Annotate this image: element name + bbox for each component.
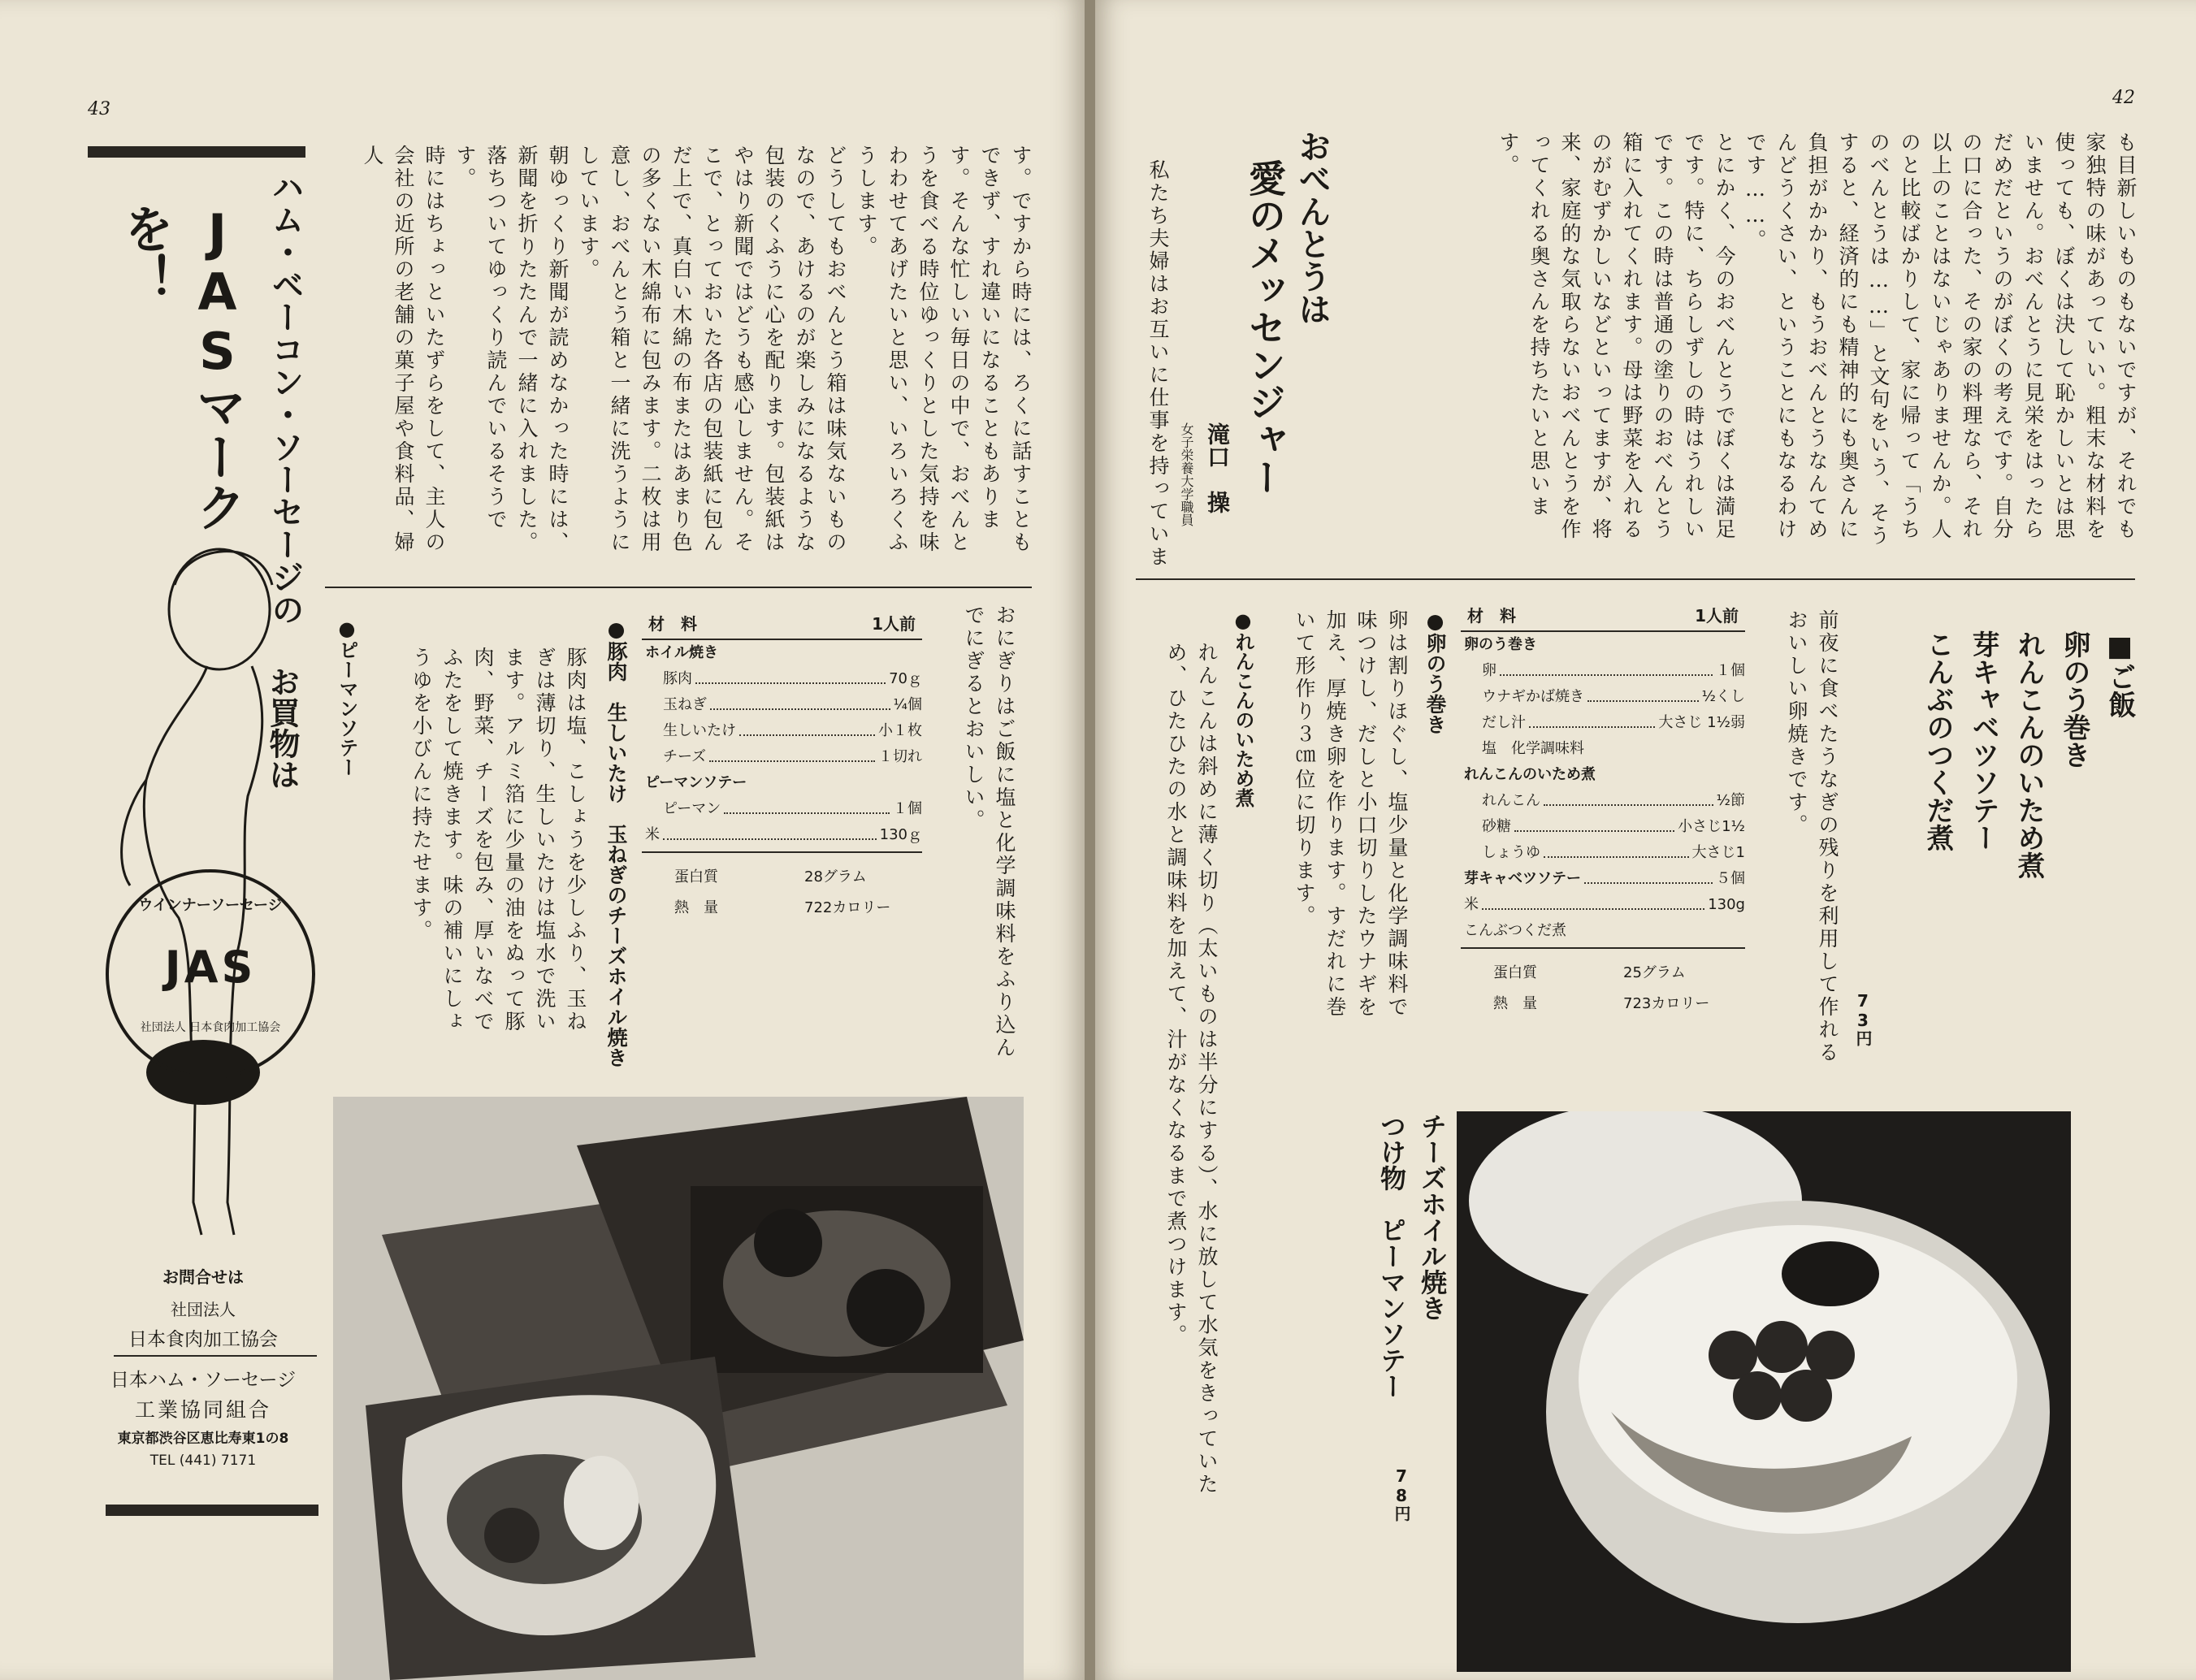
table-row: 米 130ｇ: [642, 822, 922, 848]
table-note: こんぶつくだ煮: [1464, 922, 1566, 939]
ad-headline: ハム・ベーコン・ソーセージの: [266, 171, 304, 626]
menu-item: れんこんのいため煮: [2012, 630, 2045, 879]
ad-bottom-bar: [106, 1505, 318, 1516]
ingredients-table: [642, 611, 922, 921]
nutrition-row: 熱 量 722カロリー: [674, 899, 891, 916]
method-title: ●ピーマンソテー: [336, 617, 358, 777]
ad-org2b: 工業協同組合: [134, 1398, 271, 1422]
method-title: ●れんこんのいため煮: [1232, 609, 1254, 808]
table-section: ホイル焼き: [645, 644, 718, 661]
article-intro: 私たち夫婦はお互いに仕事を持っていま: [1146, 159, 1170, 569]
page-number: 42: [2112, 88, 2135, 108]
left-page: [0, 0, 1085, 1680]
table-row: れんこん ½節: [1461, 788, 1745, 814]
menu-price: 78円: [1392, 1466, 1411, 1522]
article-title-line2: 愛のメッセンジャー: [1243, 159, 1287, 496]
table-row: 米 130g: [1461, 892, 1745, 918]
article-text: [1496, 132, 2141, 554]
seal-jas-mark: JAS: [164, 942, 257, 993]
gutter: [1085, 0, 1095, 1680]
bento-box-image: [333, 1097, 1024, 1680]
paragraph: 時にはちょっといたずらをして、主人の会社の近所の老舗の菓子屋や食料品、婦人: [361, 145, 446, 554]
menu-item: つけ物 ピーマンソテー: [1376, 1113, 1407, 1399]
table-row: 玉ねぎ ¼個: [642, 692, 922, 718]
table-note: 塩 化学調味料: [1482, 740, 1584, 757]
method-text: 卵は割りほぐし、塩少量と化学調味料で味つけし、だしと小口切りしたウナギを加え、厚焼き卵を作ります。すだれに巻いて形作り３㎝位に切ります。: [1293, 609, 1409, 1019]
ad-org1-prefix: 社団法人: [171, 1300, 236, 1319]
ad-divider: [114, 1355, 317, 1357]
table-section: れんこんのいため煮: [1464, 766, 1596, 783]
author-name: 滝口 操: [1204, 422, 1231, 513]
author-affiliation: 女子栄養大学職員: [1179, 422, 1194, 526]
menu-note: 前夜に食べたうなぎの残りを利用して作れるおいしい卵焼きです。: [1785, 609, 1839, 1064]
menu-price: 73円: [1853, 991, 1873, 1046]
menu-item: 卵のう巻き: [2058, 630, 2090, 769]
bento-photo: [333, 1097, 1024, 1680]
table-header: 材 料 1人前: [1461, 603, 1745, 632]
menu-item: ■ご飯: [2103, 630, 2136, 718]
method-title: ●卵のう巻き: [1423, 609, 1447, 734]
ad-org2a: 日本ハム・ソーセージ: [110, 1370, 297, 1391]
ingredients-table: [1461, 603, 1745, 1017]
rice-bowl-image: [1457, 1111, 2071, 1672]
paragraph: す。ですから時には、ろくに話すこともできず、すれ違いになることもあります。そんな忙しい毎日の中で、おべんとうを食べる時位ゆっくりとした気持を味わわせてあげたいと思い、いろいろくふうします。: [855, 145, 1033, 554]
table-section: ピーマンソテー: [645, 774, 747, 791]
rice-bowl-photo: [1457, 1111, 2071, 1672]
article-text: [361, 145, 1036, 567]
ad-address: 東京都渋谷区恵比寿東1の8: [117, 1431, 289, 1447]
menu-item: こんぶのつくだ煮: [1921, 630, 1954, 851]
method-text: 豚肉は塩、こしょうを少しふり、玉ねぎは薄切り、生しいたけは塩水で洗います。アルミ箔に少量の油をぬって豚肉、野菜、チーズを包み、厚いなべでふたをして焼きます。味の補いにしょうゆを小びんに持たせます。: [409, 647, 587, 1033]
nutrition-row: 蛋白質 25グラム: [1493, 964, 1686, 981]
ad-headline-tail: お買物は: [264, 666, 300, 790]
table-row: しょうゆ 大さじ1: [1461, 840, 1745, 866]
paragraph: どうしてもおべんとう箱は味気ないものなので、あけるのが楽しみになるような包装のくふうに心を配ります。包装紙はやはり新聞ではどうも感心しません。そこで、とっておいた各店の包装紙に包んだ上で、真白い木綿の布またはあまり色の多くない木綿布に包みます。二枚は用意し、おべんとう箱と一緒に洗うようにしています。: [577, 145, 847, 554]
table-row: 豚肉 70ｇ: [642, 666, 922, 692]
table-header: 材 料 1人前: [642, 611, 922, 640]
article-title-line1: おべんとうは: [1293, 130, 1331, 325]
menu-item: 芽キャベツソテー: [1967, 630, 1999, 851]
ad-contact-title: お問合せは: [162, 1267, 244, 1287]
seal-top-text: ウインナーソーセージ: [138, 897, 283, 914]
ad-org1: 日本食肉加工協会: [128, 1329, 278, 1350]
menu-item: チーズホイル焼き: [1417, 1113, 1448, 1321]
menu-list: [1899, 630, 2142, 1085]
table-row: だし汁 大さじ 1½弱: [1461, 710, 1745, 736]
table-row: 卵 １個: [1461, 658, 1745, 684]
table-row: 生しいたけ 小１枚: [642, 718, 922, 744]
page-number: 43: [88, 99, 110, 119]
table-section: 卵のう巻き: [1464, 636, 1537, 653]
method-text: れんこんは斜めに薄く切り（太いものは半分にする）、水に放して水気をきっていため、ひたひたの水と調味料を加えて、汁がなくなるまで煮つけます。: [1164, 642, 1219, 1496]
paragraph: 朝ゆっくり新聞が読めなかった時には、新聞を折りたたんで一緒に入れました。落ちついてゆっくり読んでいるそうです。: [453, 145, 570, 554]
onigiri-note: おにぎりはご飯に塩と化学調味料をふり込んでにぎるとおいしい。: [962, 604, 1016, 1059]
ad-top-bar: [88, 146, 305, 158]
right-page: [1095, 0, 2196, 1680]
table-row: ウナギかば焼き ½くし: [1461, 684, 1745, 710]
table-row: チーズ １切れ: [642, 744, 922, 770]
section-rule: [325, 587, 1032, 588]
nutrition-row: 熱 量 723カロリー: [1493, 995, 1710, 1012]
seal-bottom-text: 社団法人 日本食肉加工協会: [140, 1021, 281, 1034]
ad-headline-jas: JASマークを！: [115, 203, 247, 532]
jas-seal: [106, 869, 315, 1079]
paragraph: も目新しいものもないですが、それでも家独特の味があっていい。粗末な材料を使っても、ぼくは決して恥かしいとは思いません。おべんとうに見栄をはったらだめだというのがぼくの考えです。自分の口に合った、その家の料理なら、それ以上のことはないじゃありませんか。人のと比較ばかりして、家に帰って「うちのべんとうは……」と文句をいう、そうすると、経済的にも精神的にも奥さんに負担がかかり、もうおべんとうなんてめんどうくさい、ということにもなるわけです……。: [1743, 132, 2138, 548]
ad-tel: TEL (441) 7171: [149, 1453, 257, 1469]
table-row: ピーマン １個: [642, 796, 922, 822]
section-rule: [1136, 578, 2135, 580]
nutrition-row: 蛋白質 28グラム: [674, 868, 867, 885]
method-title: ●豚肉 生しいたけ 玉ねぎのチーズホイル焼き: [604, 617, 628, 1067]
paragraph: とにかく、今のおべんとうでぼくは満足です。特に、ちらしずしの時はうれしいです。この時は普通の塗りのおべんとう箱に入れてくれます。母は野菜を入れるのがむずかしいなどといってますが、将来、家庭的な気取らないおべんとうを作ってくれる奥さんを持ちたいと思います。: [1496, 132, 1736, 541]
table-row: 砂糖 小さじ1½: [1461, 814, 1745, 840]
table-row: 芽キャベツソテー ５個: [1461, 866, 1745, 892]
